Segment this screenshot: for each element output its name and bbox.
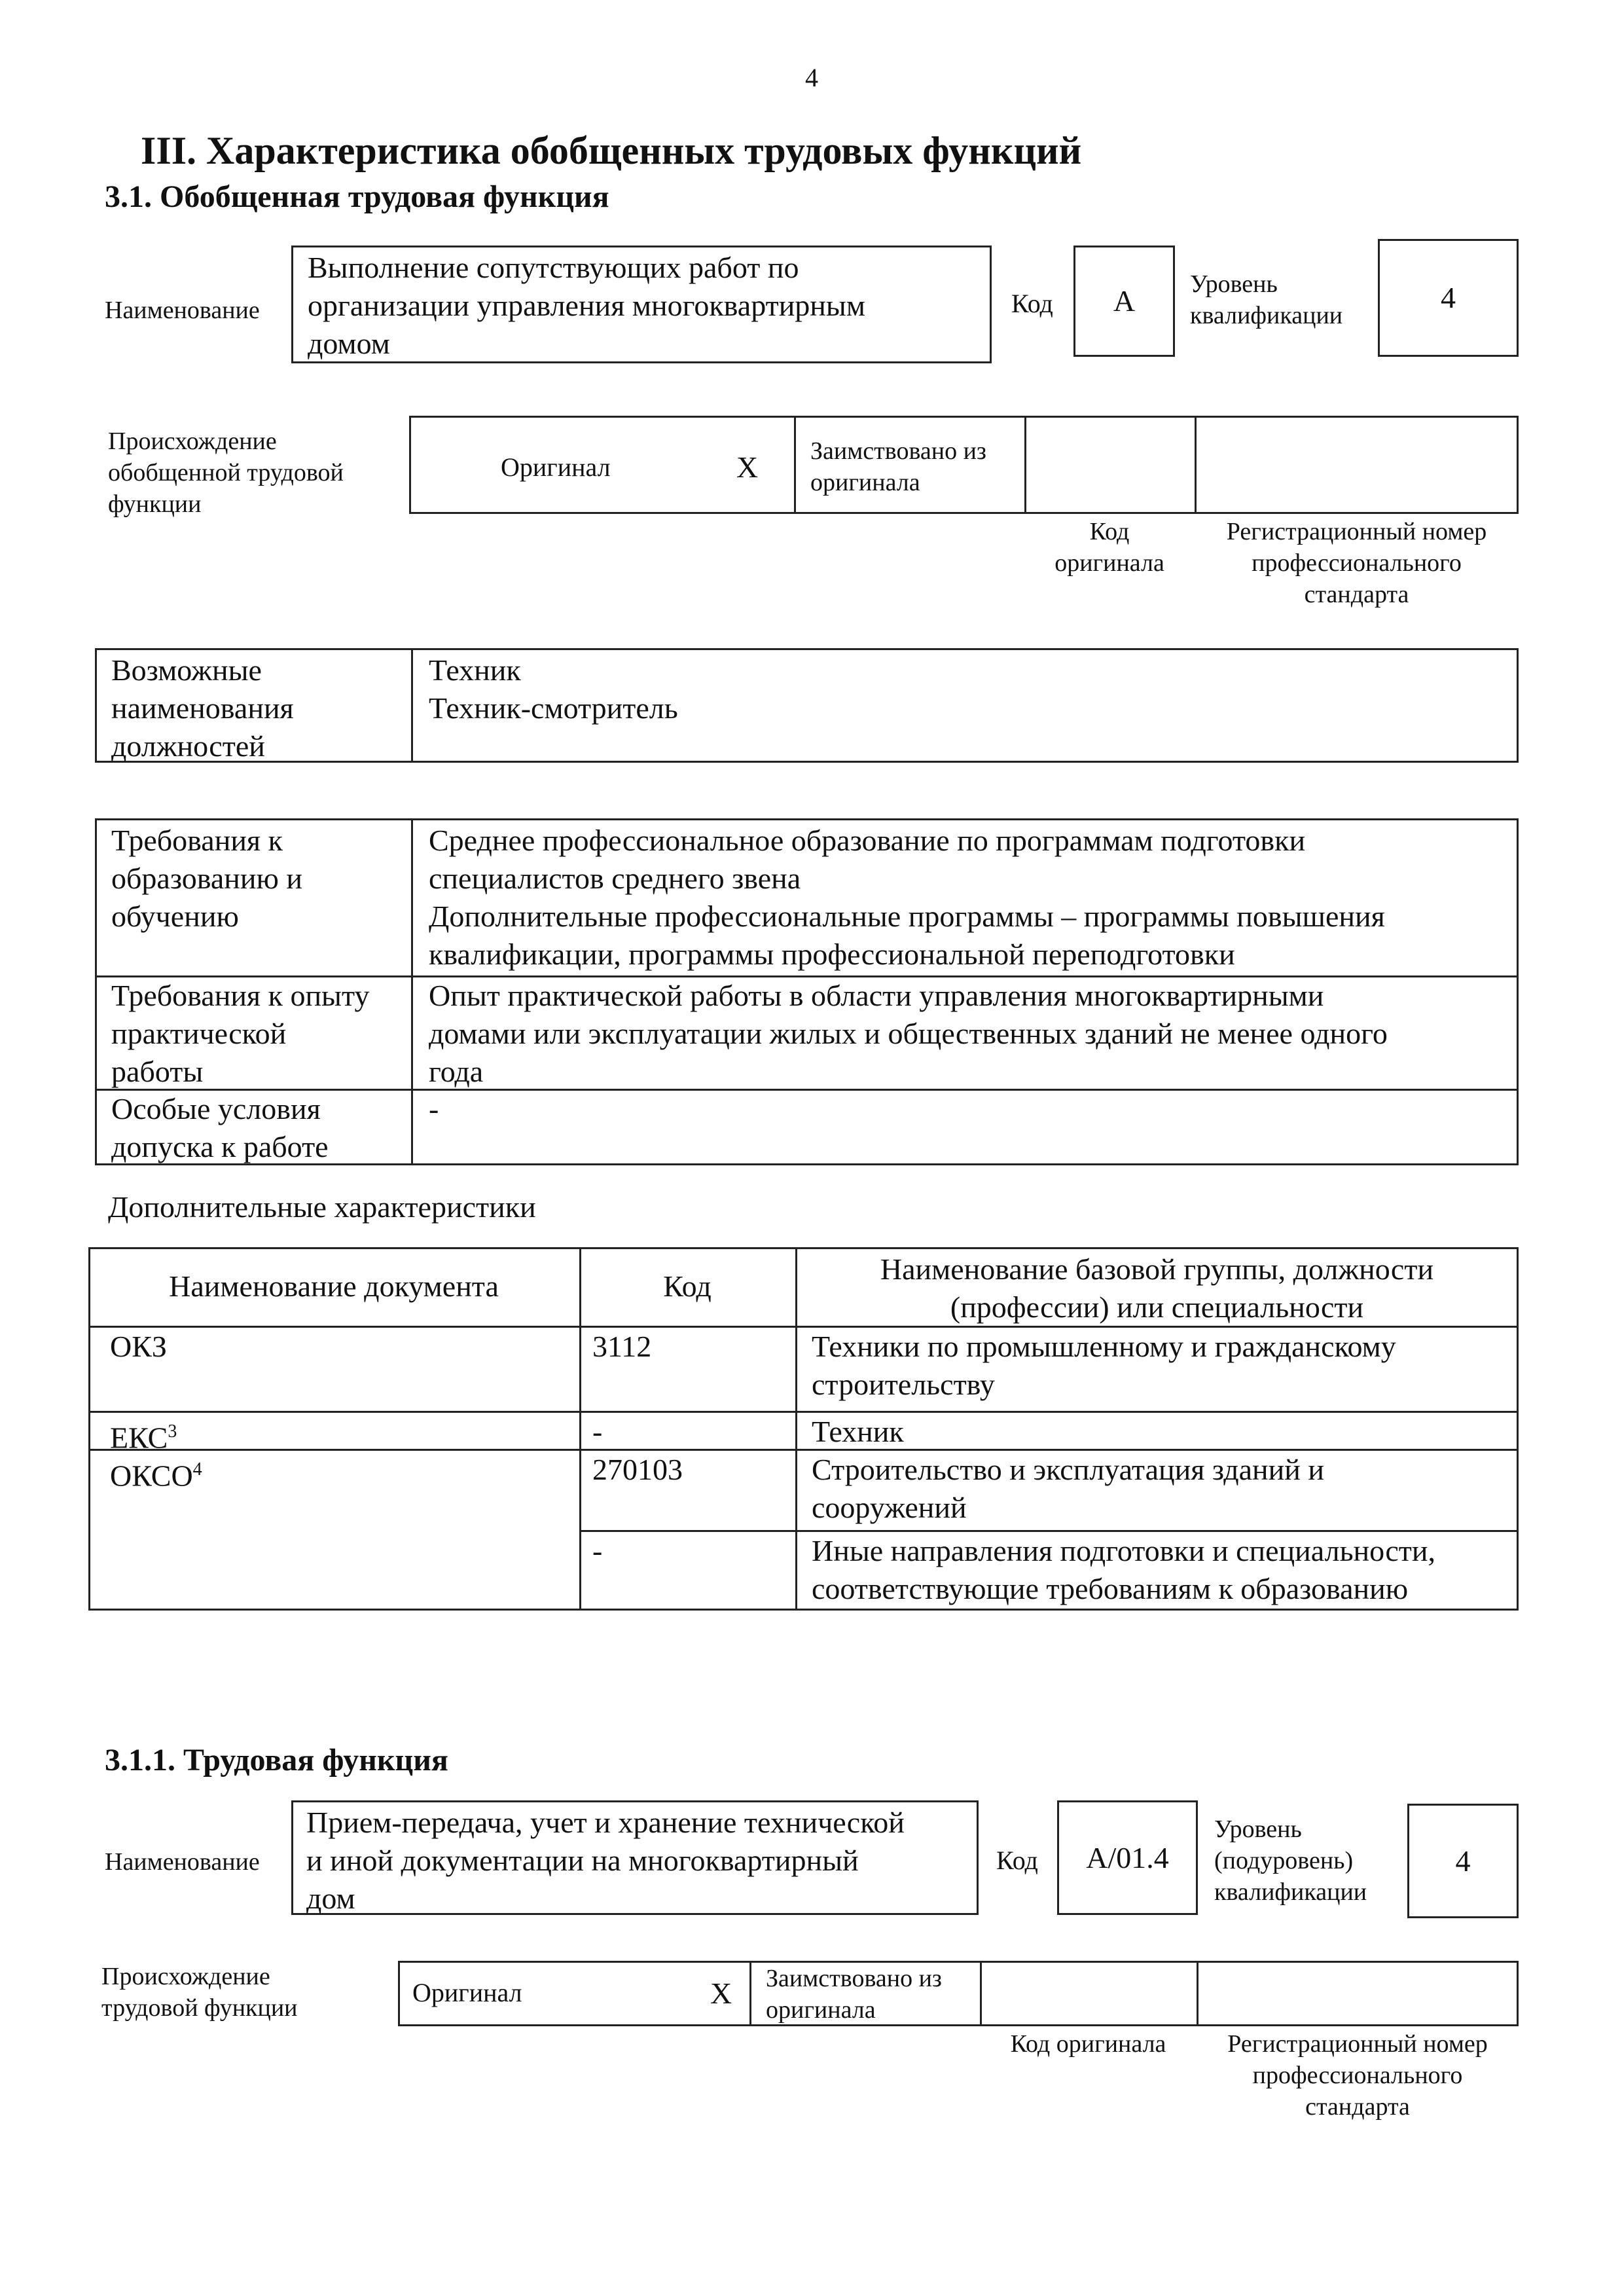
- header-document: Наименование документа: [169, 1269, 499, 1303]
- original-label: Оригинал: [501, 452, 611, 482]
- borrowed-label: Заимствовано из оригинала: [810, 437, 986, 496]
- origin-table: [398, 1961, 1519, 2026]
- level-value: 4: [1407, 1804, 1519, 1918]
- row-code: 3112: [592, 1330, 652, 1363]
- original-mark: X: [710, 1977, 732, 2010]
- borrowed-label: Заимствовано из оригинала: [766, 1965, 942, 2024]
- row-code: -: [592, 1534, 603, 1567]
- origin-label: Происхождение трудовой функции: [101, 1963, 298, 2022]
- code-label: Код: [996, 1846, 1038, 1875]
- original-mark: X: [736, 450, 759, 484]
- education-requirements: Среднее профессиональное образование по программам подготовки специалистов среднего звена Дополнительные профессиональные программы – программы повышения квалификации, программы профессиональной переподготовки: [429, 824, 1385, 971]
- labor-function-heading: 3.1.1. Трудовая функция: [105, 1743, 448, 1777]
- code-value: A/01.4: [1057, 1800, 1198, 1915]
- general-function-heading: 3.1. Обобщенная трудовая функция: [105, 179, 609, 214]
- positions-table: [95, 648, 1519, 763]
- list-item: Техник-смотритель: [429, 691, 678, 725]
- table-row: ОКЗ: [110, 1330, 167, 1363]
- general-function-name: Выполнение сопутствующих работ по организации управления многоквартирным домом: [308, 251, 865, 360]
- level-label: Уровень квалификации: [1190, 270, 1343, 329]
- labor-function-name: Прием-передача, учет и хранение технической и иной документации на многоквартирный дом: [306, 1806, 905, 1915]
- page-number: 4: [805, 63, 818, 92]
- table-row: ЕКС$^3$: [110, 1421, 177, 1455]
- row-name: Техник: [812, 1415, 904, 1448]
- row-name: Строительство и эксплуатация зданий и сооружений: [812, 1453, 1325, 1524]
- name-label: Наименование: [105, 1848, 260, 1876]
- positions-list: [429, 651, 678, 727]
- additional-title: Дополнительные характеристики: [108, 1190, 536, 1224]
- origin-label: Происхождение обобщенной трудовой функции: [108, 428, 344, 518]
- special-conditions: -: [429, 1092, 439, 1125]
- reg-number-caption: Регистрационный номер профессионального стандарта: [1226, 518, 1487, 608]
- row-code: 270103: [592, 1453, 683, 1486]
- experience-requirements: Опыт практической работы в области управления многоквартирными домами или эксплуатации жилых и общественных зданий не менее одного года: [429, 979, 1388, 1088]
- header-name: Наименование базовой группы, должности (профессии) или специальности: [880, 1252, 1434, 1324]
- table-row: Особые условия допуска к работе: [111, 1092, 329, 1163]
- list-item: Техник: [429, 653, 521, 687]
- code-label: Код: [1011, 289, 1053, 318]
- positions-label: Возможные наименования должностей: [111, 653, 294, 763]
- original-code-caption: Код оригинала: [1054, 518, 1164, 577]
- row-code: -: [592, 1415, 603, 1448]
- level-value: 4: [1378, 239, 1519, 357]
- original-label: Оригинал: [412, 1978, 522, 2007]
- row-name: Иные направления подготовки и специальности, соответствующие требованиям к образованию: [812, 1534, 1435, 1605]
- original-code-caption: Код оригинала: [1010, 2030, 1166, 2058]
- level-label: Уровень (подуровень) квалификации: [1214, 1815, 1367, 1906]
- table-row: Требования к образованию и обучению: [111, 824, 302, 933]
- section-heading: III. Характеристика обобщенных трудовых функций: [141, 129, 1082, 172]
- header-code: Код: [663, 1269, 712, 1303]
- row-name: Техники по промышленному и гражданскому строительству: [812, 1330, 1396, 1401]
- code-value: A: [1073, 246, 1175, 357]
- table-row: ОКСО$^4$: [110, 1459, 202, 1493]
- reg-number-caption: Регистрационный номер профессионального стандарта: [1227, 2030, 1488, 2121]
- name-label: Наименование: [105, 297, 260, 324]
- table-row: Требования к опыту практической работы: [111, 979, 370, 1088]
